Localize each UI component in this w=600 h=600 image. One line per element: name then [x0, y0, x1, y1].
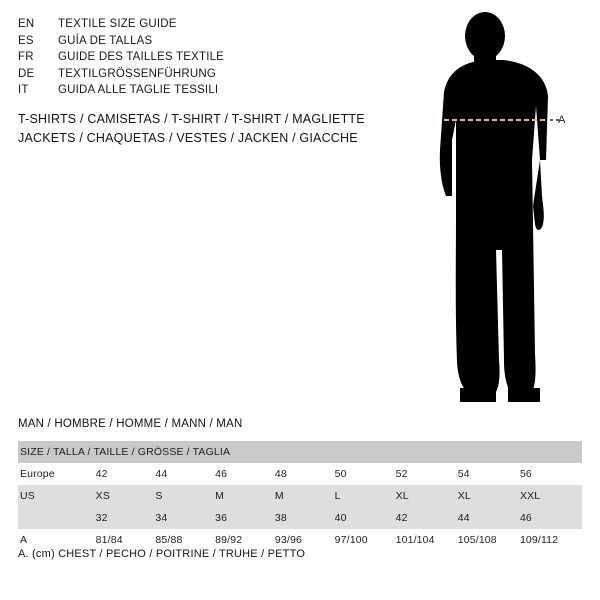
table-footnote: A. (cm) CHEST / PECHO / POITRINE / TRUHE / PETTO	[18, 548, 306, 560]
table-row	[18, 485, 582, 507]
row-label: A	[18, 529, 96, 551]
language-title: GUIDA ALLE TAGLIE TESSILI	[58, 84, 219, 96]
cell: 93/96	[275, 529, 335, 551]
cell: 48	[275, 463, 335, 485]
language-code: IT	[18, 84, 29, 96]
cell: XL	[458, 485, 520, 507]
language-row	[18, 49, 378, 66]
body-silhouette-icon	[400, 10, 600, 410]
cell: 46	[215, 463, 275, 485]
cell: 42	[96, 463, 156, 485]
row-label: Europe	[18, 463, 96, 485]
cell: 109/112	[520, 529, 582, 551]
table-row	[18, 463, 582, 485]
language-row	[18, 66, 378, 83]
cell: 44	[155, 463, 215, 485]
cell: M	[215, 485, 275, 507]
cell: 56	[520, 463, 582, 485]
cell: 105/108	[458, 529, 520, 551]
language-row	[18, 16, 378, 33]
language-title: TEXTILGRÖSSENFÜHRUNG	[58, 67, 216, 80]
cell: 52	[396, 463, 458, 485]
cell: XS	[96, 485, 156, 507]
row-label: US	[18, 485, 96, 507]
cell: 42	[396, 507, 458, 529]
table-header-label: SIZE / TALLA / TAILLE / GRÖSSE / TAGLIA	[18, 441, 582, 463]
size-table	[18, 441, 582, 551]
table-group-title: MAN / HOMBRE / HOMME / MANN / MAN	[18, 418, 243, 430]
language-title: TEXTILE SIZE GUIDE	[58, 18, 177, 30]
table-header-row	[18, 441, 582, 463]
category-jackets: JACKETS / CHAQUETAS / VESTES / JACKEN / GIACCHE	[18, 131, 358, 145]
cell: 81/84	[96, 529, 156, 551]
language-list	[18, 16, 378, 99]
cell: S	[155, 485, 215, 507]
language-code: ES	[18, 34, 34, 47]
category-tshirts: T-SHIRTS / CAMISETAS / T-SHIRT / T-SHIRT / MAGLIETTE	[18, 112, 365, 126]
cell: 101/104	[396, 529, 458, 551]
language-code: DE	[18, 67, 35, 80]
cell: 44	[458, 507, 520, 529]
row-label	[18, 507, 96, 529]
cell: 85/88	[155, 529, 215, 551]
cell: XXL	[520, 485, 582, 507]
cell: 36	[215, 507, 275, 529]
cell: L	[335, 485, 396, 507]
cell: 40	[335, 507, 396, 529]
language-code: EN	[18, 18, 35, 30]
language-code: FR	[18, 51, 34, 63]
cell: 34	[155, 507, 215, 529]
male-figure-illustration	[400, 10, 600, 410]
cell: 54	[458, 463, 520, 485]
cell: 46	[520, 507, 582, 529]
cell: XL	[396, 485, 458, 507]
cell: M	[275, 485, 335, 507]
language-title: GUIDE DES TAILLES TEXTILE	[58, 51, 225, 63]
cell: 50	[335, 463, 396, 485]
category-list	[18, 110, 418, 148]
cell: 32	[96, 507, 156, 529]
table-row	[18, 507, 582, 529]
chest-measure-label: A	[558, 114, 566, 126]
cell: 89/92	[215, 529, 275, 551]
language-row	[18, 33, 378, 50]
language-title: GUÍA DE TALLAS	[58, 34, 153, 47]
cell: 97/100	[335, 529, 396, 551]
language-row	[18, 82, 378, 99]
cell: 38	[275, 507, 335, 529]
